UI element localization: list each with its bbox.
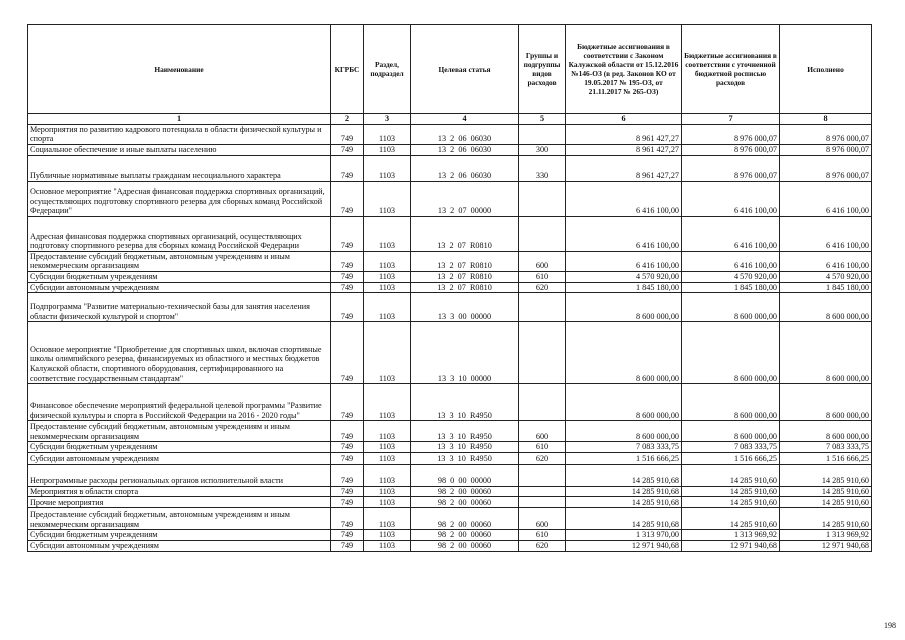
cell-section: 1103 <box>364 421 411 442</box>
cell-kgrbs: 749 <box>331 322 364 384</box>
column-number-row <box>28 114 872 125</box>
cell-law-budget: 8 600 000,00 <box>566 384 682 421</box>
cell-law-budget: 8 600 000,00 <box>566 293 682 322</box>
cell-plan-budget: 8 600 000,00 <box>682 384 780 421</box>
cell-executed: 1 516 666,25 <box>780 452 872 464</box>
cell-plan-budget: 14 285 910,60 <box>682 486 780 497</box>
cell-kgrbs: 749 <box>331 155 364 181</box>
cell-group: 620 <box>519 282 566 293</box>
cell-group: 610 <box>519 442 566 453</box>
table-row <box>28 293 872 322</box>
cell-article: 13 2 06 06030 <box>411 155 519 181</box>
cell-executed: 14 285 910,60 <box>780 486 872 497</box>
cell-group: 610 <box>519 530 566 541</box>
cell-executed: 1 845 180,00 <box>780 282 872 293</box>
cell-plan-budget: 7 083 333,75 <box>682 442 780 453</box>
cell-article: 13 2 06 06030 <box>411 144 519 155</box>
cell-executed: 14 285 910,60 <box>780 464 872 486</box>
cell-article: 98 2 00 00060 <box>411 540 519 551</box>
cell-law-budget: 6 416 100,00 <box>566 216 682 251</box>
cell-section: 1103 <box>364 216 411 251</box>
cell-group <box>519 293 566 322</box>
cell-kgrbs: 749 <box>331 293 364 322</box>
cell-kgrbs: 749 <box>331 497 364 508</box>
cell-article: 98 2 00 00060 <box>411 530 519 541</box>
cell-group <box>519 124 566 144</box>
table-row <box>28 271 872 282</box>
cell-plan-budget: 8 600 000,00 <box>682 322 780 384</box>
page-number: 198 <box>884 621 896 630</box>
cell-law-budget: 8 600 000,00 <box>566 322 682 384</box>
header-name: Наименование <box>28 25 331 114</box>
cell-group: 620 <box>519 452 566 464</box>
table-row <box>28 282 872 293</box>
header-article: Целевая статья <box>411 25 519 114</box>
cell-plan-budget: 8 600 000,00 <box>682 421 780 442</box>
cell-plan-budget: 6 416 100,00 <box>682 251 780 271</box>
cell-plan-budget: 8 976 000,07 <box>682 124 780 144</box>
table-row <box>28 442 872 453</box>
cell-article: 98 2 00 00060 <box>411 497 519 508</box>
cell-article: 13 3 10 R4950 <box>411 442 519 453</box>
cell-article: 98 2 00 00060 <box>411 508 519 530</box>
table-row <box>28 144 872 155</box>
cell-section: 1103 <box>364 251 411 271</box>
cell-name: Мероприятия по развитию кадрового потенциала в области физической культуры и спорта <box>28 124 331 144</box>
cell-plan-budget: 14 285 910,60 <box>682 497 780 508</box>
column-number: 6 <box>566 114 682 125</box>
cell-kgrbs: 749 <box>331 421 364 442</box>
cell-section: 1103 <box>364 452 411 464</box>
cell-section: 1103 <box>364 144 411 155</box>
cell-law-budget: 14 285 910,68 <box>566 497 682 508</box>
cell-article: 13 3 00 00000 <box>411 293 519 322</box>
cell-executed: 6 416 100,00 <box>780 181 872 216</box>
cell-article: 13 2 07 R0810 <box>411 216 519 251</box>
cell-plan-budget: 8 600 000,00 <box>682 293 780 322</box>
cell-law-budget: 1 313 970,00 <box>566 530 682 541</box>
cell-plan-budget: 14 285 910,60 <box>682 508 780 530</box>
cell-kgrbs: 749 <box>331 508 364 530</box>
table-row <box>28 251 872 271</box>
header-section: Раздел, подраздел <box>364 25 411 114</box>
cell-law-budget: 14 285 910,68 <box>566 508 682 530</box>
cell-group <box>519 181 566 216</box>
table-row <box>28 464 872 486</box>
cell-kgrbs: 749 <box>331 251 364 271</box>
cell-section: 1103 <box>364 497 411 508</box>
cell-executed: 8 976 000,07 <box>780 144 872 155</box>
table-row <box>28 486 872 497</box>
table-row <box>28 530 872 541</box>
cell-executed: 6 416 100,00 <box>780 216 872 251</box>
table-row <box>28 124 872 144</box>
cell-executed: 14 285 910,60 <box>780 497 872 508</box>
cell-executed: 8 600 000,00 <box>780 421 872 442</box>
cell-executed: 8 976 000,07 <box>780 155 872 181</box>
cell-kgrbs: 749 <box>331 486 364 497</box>
cell-section: 1103 <box>364 181 411 216</box>
header-kgrbs: КГРБС <box>331 25 364 114</box>
column-number: 1 <box>28 114 331 125</box>
cell-law-budget: 8 961 427,27 <box>566 144 682 155</box>
cell-kgrbs: 749 <box>331 216 364 251</box>
cell-name: Субсидии автономным учреждениям <box>28 452 331 464</box>
table-row <box>28 384 872 421</box>
cell-law-budget: 1 516 666,25 <box>566 452 682 464</box>
cell-law-budget: 8 600 000,00 <box>566 421 682 442</box>
table-row <box>28 421 872 442</box>
cell-plan-budget: 6 416 100,00 <box>682 181 780 216</box>
cell-name: Подпрограмма "Развитие материально-технической базы для занятия населения области физической культурой и спортом" <box>28 293 331 322</box>
cell-plan-budget: 12 971 940,68 <box>682 540 780 551</box>
cell-group: 300 <box>519 144 566 155</box>
cell-name: Адресная финансовая поддержка спортивных организаций, осуществляющих подготовку спортивного резерва для сборных команд Российской Федерации <box>28 216 331 251</box>
cell-name: Прочие мероприятия <box>28 497 331 508</box>
table-body <box>28 124 872 551</box>
cell-article: 13 2 06 06030 <box>411 124 519 144</box>
cell-section: 1103 <box>364 508 411 530</box>
cell-executed: 8 600 000,00 <box>780 293 872 322</box>
cell-plan-budget: 4 570 920,00 <box>682 271 780 282</box>
cell-law-budget: 7 083 333,75 <box>566 442 682 453</box>
cell-group <box>519 322 566 384</box>
cell-executed: 1 313 969,92 <box>780 530 872 541</box>
cell-executed: 7 083 333,75 <box>780 442 872 453</box>
cell-law-budget: 6 416 100,00 <box>566 251 682 271</box>
cell-kgrbs: 749 <box>331 464 364 486</box>
cell-article: 13 3 10 R4950 <box>411 384 519 421</box>
cell-group: 600 <box>519 421 566 442</box>
column-number: 2 <box>331 114 364 125</box>
budget-table <box>27 24 872 552</box>
cell-name: Предоставление субсидий бюджетным, автономным учреждениям и иным некоммерческим организациям <box>28 508 331 530</box>
cell-article: 13 2 07 R0810 <box>411 282 519 293</box>
cell-group: 620 <box>519 540 566 551</box>
cell-name: Субсидии автономным учреждениям <box>28 282 331 293</box>
cell-group: 330 <box>519 155 566 181</box>
header-executed: Исполнено <box>780 25 872 114</box>
cell-article: 13 3 10 00000 <box>411 322 519 384</box>
cell-law-budget: 8 961 427,27 <box>566 124 682 144</box>
cell-executed: 8 600 000,00 <box>780 322 872 384</box>
cell-group: 610 <box>519 271 566 282</box>
column-number: 5 <box>519 114 566 125</box>
cell-article: 13 3 10 R4950 <box>411 452 519 464</box>
cell-name: Субсидии бюджетным учреждениям <box>28 442 331 453</box>
cell-article: 13 2 07 R0810 <box>411 251 519 271</box>
cell-section: 1103 <box>364 155 411 181</box>
cell-plan-budget: 1 845 180,00 <box>682 282 780 293</box>
table-row <box>28 155 872 181</box>
cell-law-budget: 14 285 910,68 <box>566 464 682 486</box>
cell-name: Публичные нормативные выплаты гражданам несоциального характера <box>28 155 331 181</box>
cell-law-budget: 14 285 910,68 <box>566 486 682 497</box>
cell-law-budget: 1 845 180,00 <box>566 282 682 293</box>
table-row <box>28 508 872 530</box>
cell-plan-budget: 6 416 100,00 <box>682 216 780 251</box>
cell-name: Основное мероприятие "Приобретение для спортивных школ, включая спортивные школы олимпийского резерва, финансируемых из областного и местных бюджетов Калужской области, спортивного оборудования, сертифицированного на соответствие государственным стандартам" <box>28 322 331 384</box>
cell-kgrbs: 749 <box>331 530 364 541</box>
cell-name: Субсидии автономным учреждениям <box>28 540 331 551</box>
cell-kgrbs: 749 <box>331 540 364 551</box>
cell-name: Финансовое обеспечение мероприятий федеральной целевой программы "Развитие физической культуры и спорта в Российской Федерации на 2016 - 2020 годы" <box>28 384 331 421</box>
cell-name: Социальное обеспечение и иные выплаты населению <box>28 144 331 155</box>
cell-executed: 14 285 910,60 <box>780 508 872 530</box>
cell-name: Предоставление субсидий бюджетным, автономным учреждениям и иным некоммерческим организациям <box>28 251 331 271</box>
cell-kgrbs: 749 <box>331 144 364 155</box>
header-row <box>28 25 872 114</box>
cell-article: 98 0 00 00000 <box>411 464 519 486</box>
cell-kgrbs: 749 <box>331 271 364 282</box>
cell-name: Основное мероприятие "Адресная финансовая поддержка спортивных организаций, осуществляющих подготовку спортивного резерва для сборных команд Российской Федерации" <box>28 181 331 216</box>
cell-law-budget: 8 961 427,27 <box>566 155 682 181</box>
cell-group: 600 <box>519 251 566 271</box>
cell-plan-budget: 8 976 000,07 <box>682 155 780 181</box>
cell-kgrbs: 749 <box>331 442 364 453</box>
cell-name: Предоставление субсидий бюджетным, автономным учреждениям и иным некоммерческим организациям <box>28 421 331 442</box>
cell-group <box>519 464 566 486</box>
header-group: Группы и подгруппы видов расходов <box>519 25 566 114</box>
cell-article: 13 3 10 R4950 <box>411 421 519 442</box>
column-number: 4 <box>411 114 519 125</box>
table-row <box>28 540 872 551</box>
cell-section: 1103 <box>364 322 411 384</box>
cell-plan-budget: 14 285 910,60 <box>682 464 780 486</box>
column-number: 8 <box>780 114 872 125</box>
cell-section: 1103 <box>364 293 411 322</box>
column-number: 3 <box>364 114 411 125</box>
cell-section: 1103 <box>364 530 411 541</box>
table-row <box>28 452 872 464</box>
cell-article: 13 2 07 R0810 <box>411 271 519 282</box>
cell-article: 13 2 07 00000 <box>411 181 519 216</box>
table-row <box>28 322 872 384</box>
cell-group <box>519 486 566 497</box>
cell-name: Субсидии бюджетным учреждениям <box>28 530 331 541</box>
cell-section: 1103 <box>364 271 411 282</box>
cell-group <box>519 384 566 421</box>
cell-plan-budget: 1 313 969,92 <box>682 530 780 541</box>
cell-section: 1103 <box>364 384 411 421</box>
cell-law-budget: 12 971 940,68 <box>566 540 682 551</box>
cell-section: 1103 <box>364 540 411 551</box>
header-law-budget: Бюджетные ассигнования в соответствии с Законом Калужской области от 15.12.2016 №146-ОЗ (в ред. Законов КО от 19.05.2017 № 195-ОЗ, от 21.11.2017 № 265-ОЗ) <box>566 25 682 114</box>
cell-kgrbs: 749 <box>331 282 364 293</box>
cell-executed: 4 570 920,00 <box>780 271 872 282</box>
column-number: 7 <box>682 114 780 125</box>
cell-section: 1103 <box>364 124 411 144</box>
header-plan-budget: Бюджетные ассигнования в соответствии с уточненной бюджетной росписью расходов <box>682 25 780 114</box>
cell-law-budget: 4 570 920,00 <box>566 271 682 282</box>
cell-executed: 6 416 100,00 <box>780 251 872 271</box>
cell-article: 98 2 00 00060 <box>411 486 519 497</box>
cell-plan-budget: 1 516 666,25 <box>682 452 780 464</box>
cell-kgrbs: 749 <box>331 384 364 421</box>
cell-section: 1103 <box>364 442 411 453</box>
cell-name: Мероприятия в области спорта <box>28 486 331 497</box>
cell-plan-budget: 8 976 000,07 <box>682 144 780 155</box>
cell-group: 600 <box>519 508 566 530</box>
cell-executed: 8 600 000,00 <box>780 384 872 421</box>
cell-kgrbs: 749 <box>331 452 364 464</box>
cell-kgrbs: 749 <box>331 181 364 216</box>
cell-group <box>519 216 566 251</box>
table-row <box>28 497 872 508</box>
cell-section: 1103 <box>364 486 411 497</box>
cell-kgrbs: 749 <box>331 124 364 144</box>
cell-group <box>519 497 566 508</box>
cell-name: Непрограммные расходы региональных органов исполнительной власти <box>28 464 331 486</box>
cell-name: Субсидии бюджетным учреждениям <box>28 271 331 282</box>
cell-section: 1103 <box>364 282 411 293</box>
cell-executed: 12 971 940,68 <box>780 540 872 551</box>
cell-section: 1103 <box>364 464 411 486</box>
table-row <box>28 181 872 216</box>
cell-executed: 8 976 000,07 <box>780 124 872 144</box>
table-row <box>28 216 872 251</box>
cell-law-budget: 6 416 100,00 <box>566 181 682 216</box>
